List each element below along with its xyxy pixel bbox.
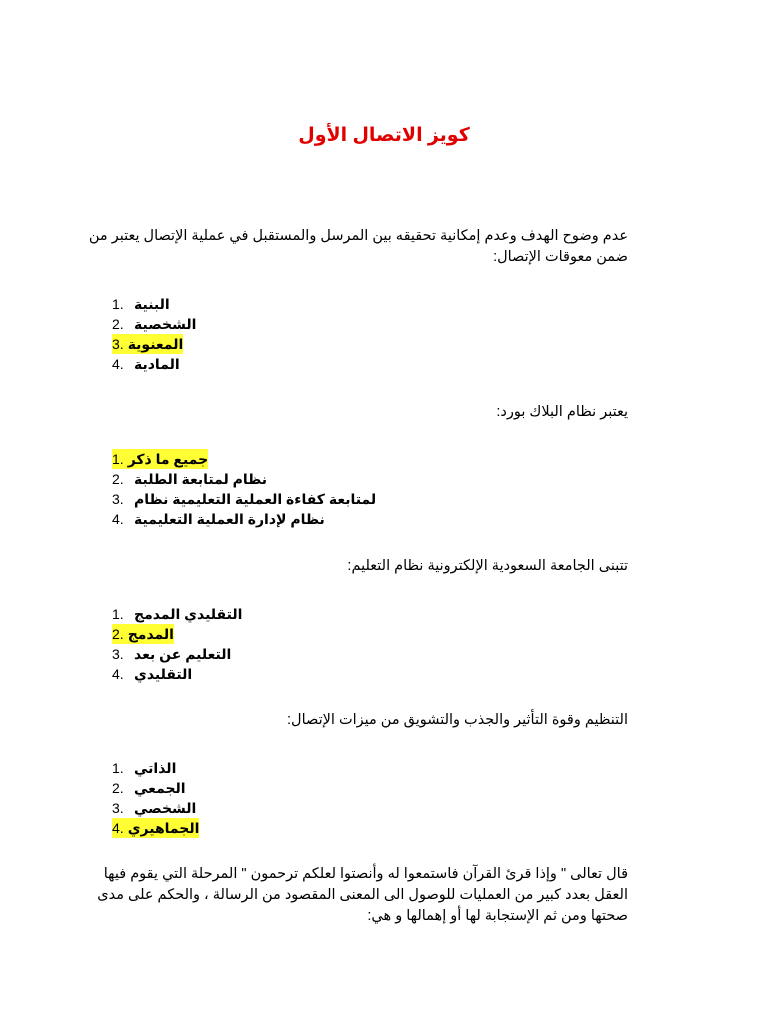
question-4-text: التنظيم وقوة التأثير والجذب والتشويق من ميزات الإتصال: (287, 712, 628, 728)
question-1-text: عدم وضوح الهدف وعدم إمكانية تحقيقه بين المرسل والمستقبل في عملية الإتصال يعتبر من ضمن معوقات الإتصال: (88, 228, 628, 265)
question-5-text: قال تعالى " وإذا قرئ القرآن فاستمعوا له وأنصتوا لعلكم ترحمون " المرحلة التي يقوم فيها العقل بعدد كبير من العمليات للوصول الى المعنى المقصود من الرسالة ، والحكم على مدى صحتها ومن ثم الإستجابة لها أو إهمالها و هي: (97, 866, 628, 924)
question-3-text: تتبنى الجامعة السعودية الإلكترونية نظام التعليم: (347, 558, 628, 574)
question-4-options (112, 758, 412, 838)
option-correct: 4. الجماهيري (112, 820, 200, 836)
question-1-options (112, 294, 412, 374)
option: 4. التقليدي (112, 666, 193, 682)
option: 2. الشخصية (112, 316, 197, 332)
option-correct: 2. المدمج (112, 626, 174, 642)
question-2-text: يعتبر نظام البلاك بورد: (496, 404, 628, 420)
option: 2. نظام لمتابعة الطلبة (112, 471, 268, 487)
option-correct: 1. جميع ما ذكر (112, 451, 209, 467)
option: 4. نظام لإدارة العملية التعليمية (112, 511, 325, 527)
option: 1. التقليدي المدمج (112, 606, 243, 622)
option: 3. التعليم عن بعد (112, 646, 232, 662)
option: 3. الشخصي (112, 800, 197, 816)
quiz-title: كويز الاتصال الأول (298, 125, 470, 146)
question-2-options (112, 449, 412, 529)
option-correct: 3. المعنوية (112, 336, 184, 352)
option: 3. لمتابعة كفاءة العملية التعليمية نظام (112, 491, 377, 507)
option: 4. المادية (112, 356, 180, 372)
option: 1. البنية (112, 296, 170, 312)
option: 2. الجمعي (112, 780, 186, 796)
question-3-options (112, 604, 412, 684)
option: 1. الذاتي (112, 760, 177, 776)
